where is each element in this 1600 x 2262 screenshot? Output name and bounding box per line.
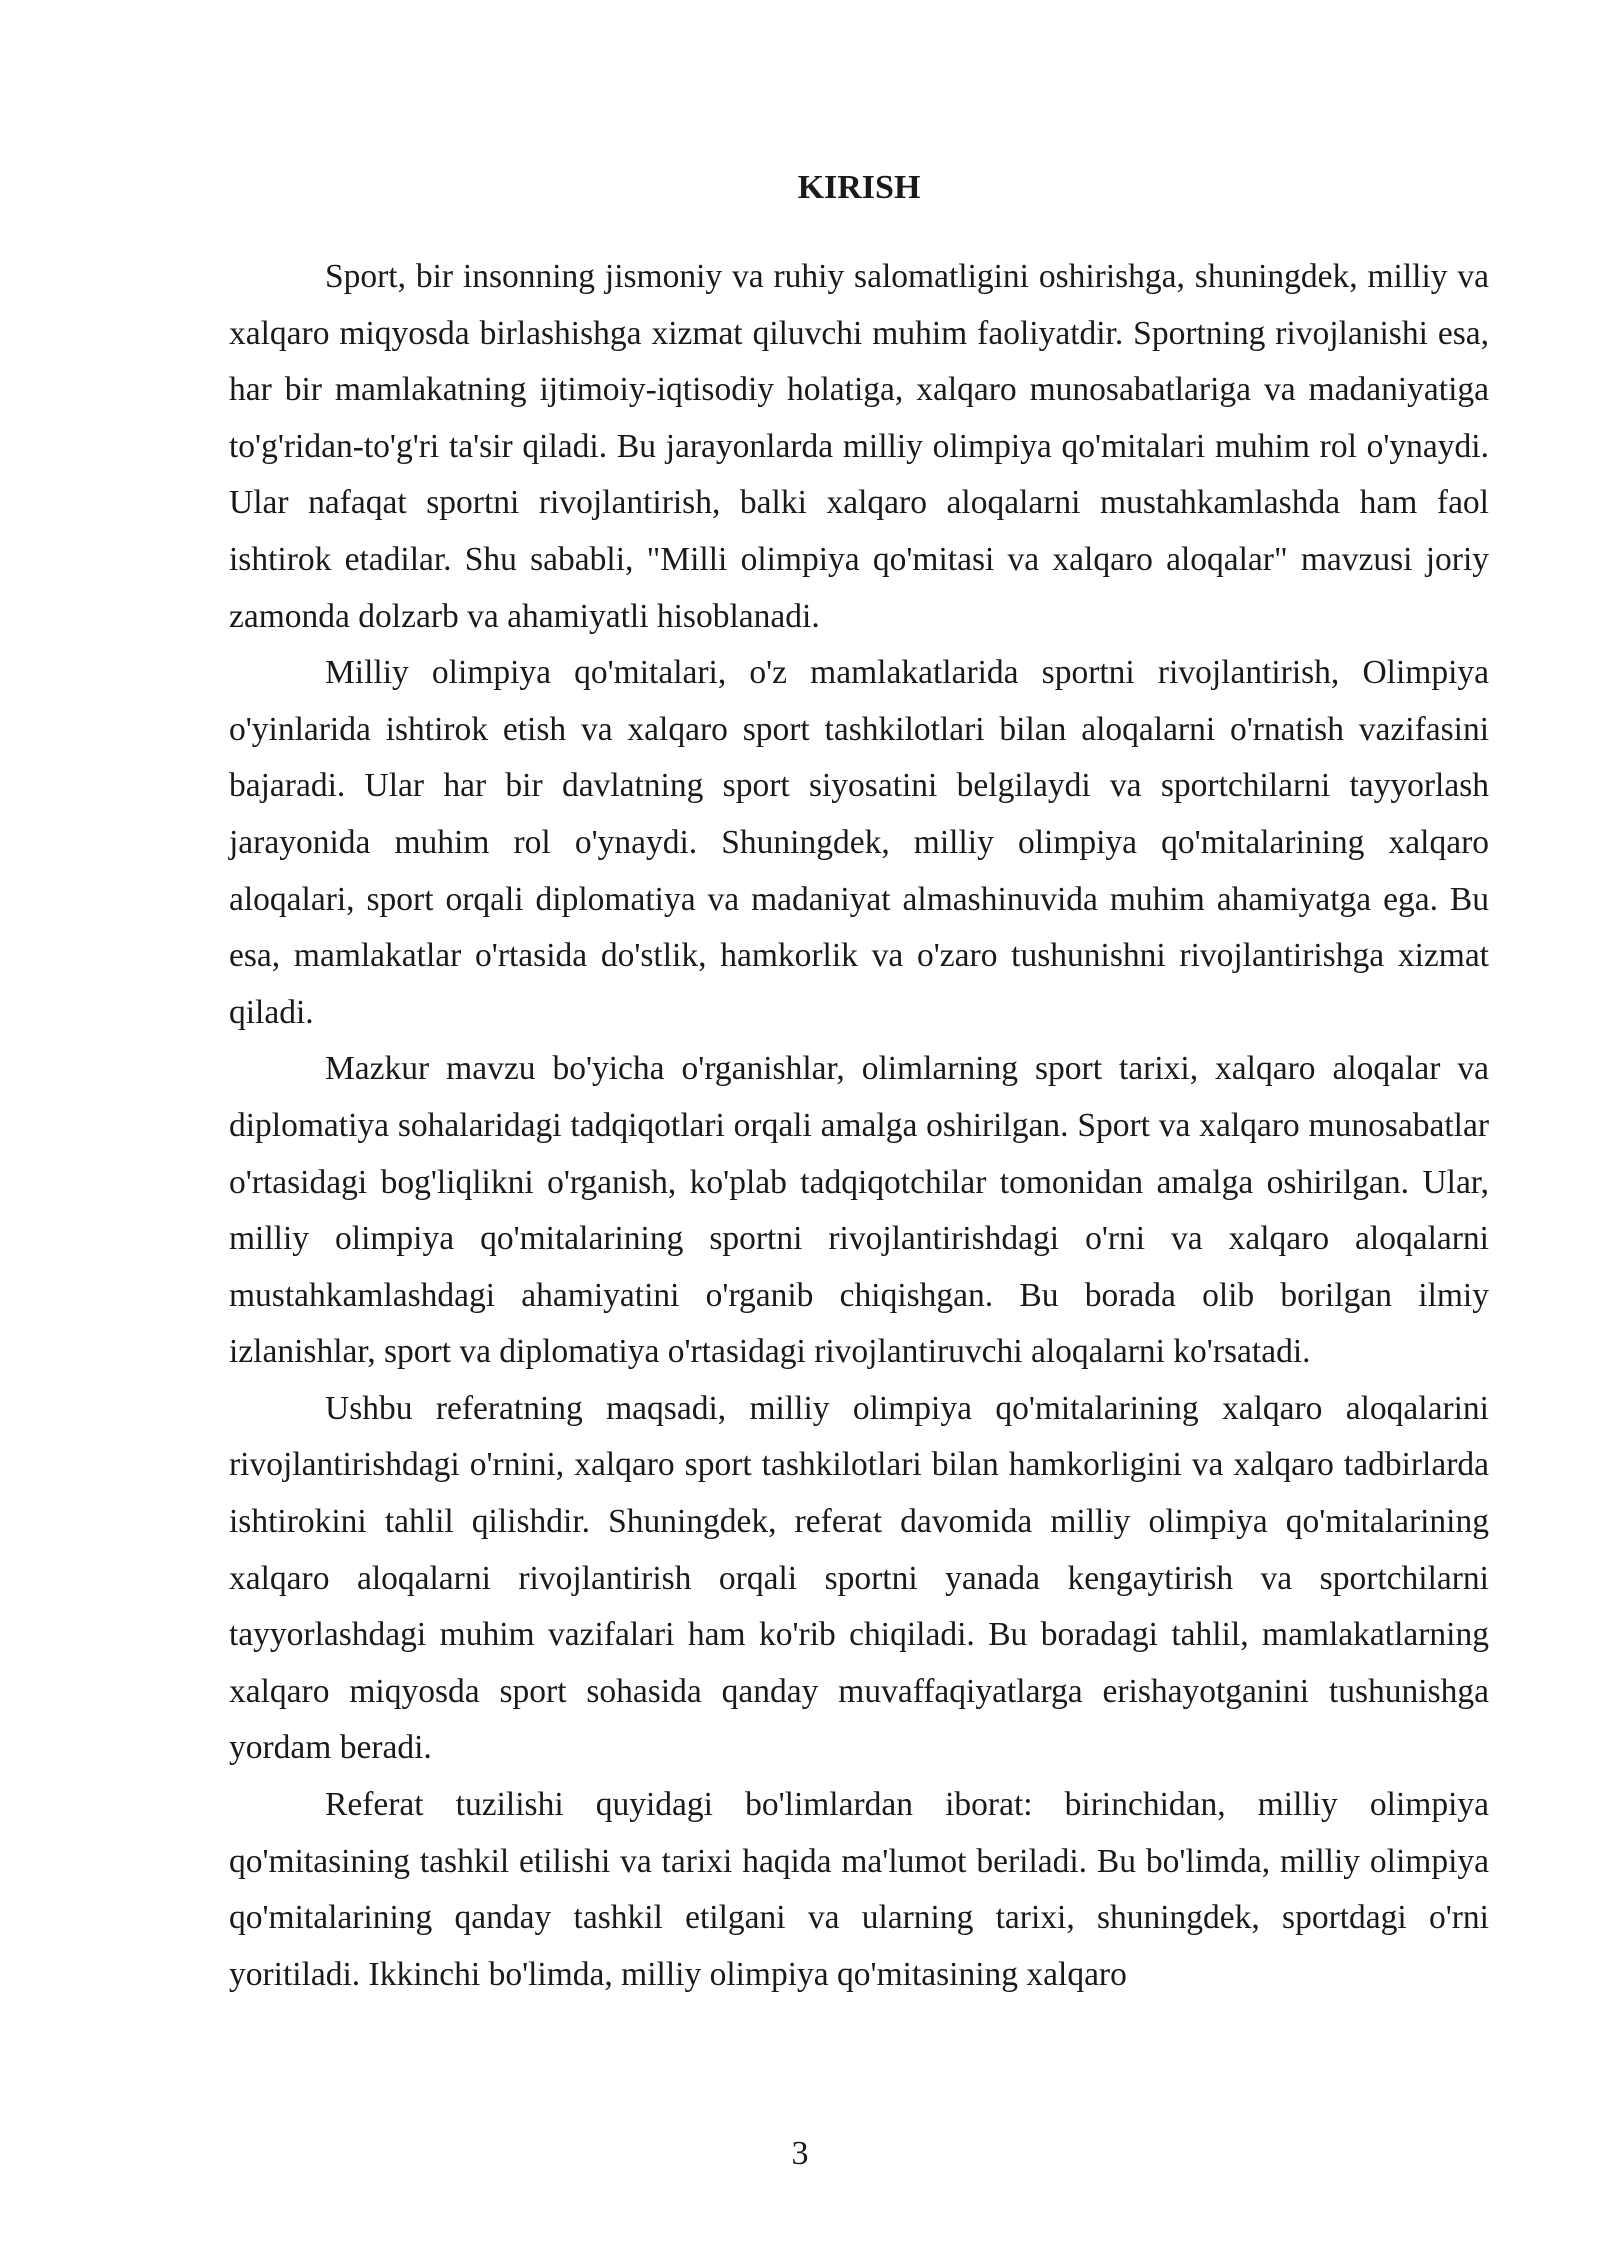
paragraph-1: Sport, bir insonning jismoniy va ruhiy salomatligini oshirishga, shuningdek, milliy va xalqaro miqyosda birlashishga xizmat qiluvchi muhim faoliyatdir. Sportning rivojlanishi esa, har bir mamlakatning ijtimoiy-iqtisodiy holatiga, xalqaro munosabatlariga va madaniyatiga to'g'ridan-to'g'ri ta'sir qiladi. Bu jarayonlarda milliy olimpiya qo'mitalari muhim rol o'ynaydi. Ular nafaqat sportni rivojlantirish, balki xalqaro aloqalarni mustahkamlashda ham faol ishtirok etadilar. Shu sababli, "Milli olimpiya qo'mitasi va xalqaro aloqalar" mavzusi joriy zamonda dolzarb va ahamiyatli hisoblanadi. [229, 258, 1489, 635]
paragraph-3: Mazkur mavzu bo'yicha o'rganishlar, olimlarning sport tarixi, xalqaro aloqalar va diplomatiya sohalaridagi tadqiqotlari orqali amalga oshirilgan. Sport va xalqaro munosabatlar o'rtasidagi bog'liqlikni o'rganish, ko'plab tadqiqotchilar tomonidan amalga oshirilgan. Ular, milliy olimpiya qo'mitalarining sportni rivojlantirishdagi o'rni va xalqaro aloqalarni mustahkamlashdagi ahamiyatini o'rganib chiqishgan. Bu borada olib borilgan ilmiy izlanishlar, sport va diplomatiya o'rtasidagi rivojlantiruvchi aloqalarni ko'rsatadi. [229, 1050, 1489, 1371]
paragraph-4: Ushbu referatning maqsadi, milliy olimpiya qo'mitalarining xalqaro aloqalarini rivojlantirishdagi o'rnini, xalqaro sport tashkilotlari bilan hamkorligini va xalqaro tadbirlarda ishtirokini tahlil qilishdir. Shuningdek, referat davomida milliy olimpiya qo'mitalarining xalqaro aloqalarni rivojlantirish orqali sportni yanada kengaytirish va sportchilarni tayyorlashdagi muhim vazifalari ham ko'rib chiqiladi. Bu boradagi tahlil, mamlakatlarning xalqaro miqyosda sport sohasida qanday muvaffaqiyatlarga erishayotganini tushunishga yordam beradi. [229, 1389, 1489, 1767]
paragraph-5: Referat tuzilishi quyidagi bo'limlardan iborat: birinchidan, milliy olimpiya qo'mitasining tashkil etilishi va tarixi haqida ma'lumot beriladi. Bu bo'limda, milliy olimpiya qo'mitalarining qanday tashkil etilgani va ularning tarixi, shuningdek, sportdagi o'rni yoritiladi. Ikkinchi bo'limda, milliy olimpiya qo'mitasining xalqaro [229, 1786, 1489, 1993]
page-body [229, 160, 1489, 2003]
paragraph-2: Milliy olimpiya qo'mitalari, o'z mamlakatlarida sportni rivojlantirish, Olimpiya o'yinlarida ishtirok etish va xalqaro sport tashkilotlari bilan aloqalarni o'rnatish vazifasini bajaradi. Ular har bir davlatning sport siyosatini belgilaydi va sportchilarni tayyorlash jarayonida muhim rol o'ynaydi. Shuningdek, milliy olimpiya qo'mitalarining xalqaro aloqalari, sport orqali diplomatiya va madaniyat almashinuvida muhim ahamiyatga ega. Bu esa, mamlakatlar o'rtasida do'stlik, hamkorlik va o'zaro tushunishni rivojlantirishga xizmat qiladi. [229, 654, 1489, 1031]
section-title: KIRISH [797, 169, 921, 206]
page-number: 3 [791, 2135, 809, 2172]
